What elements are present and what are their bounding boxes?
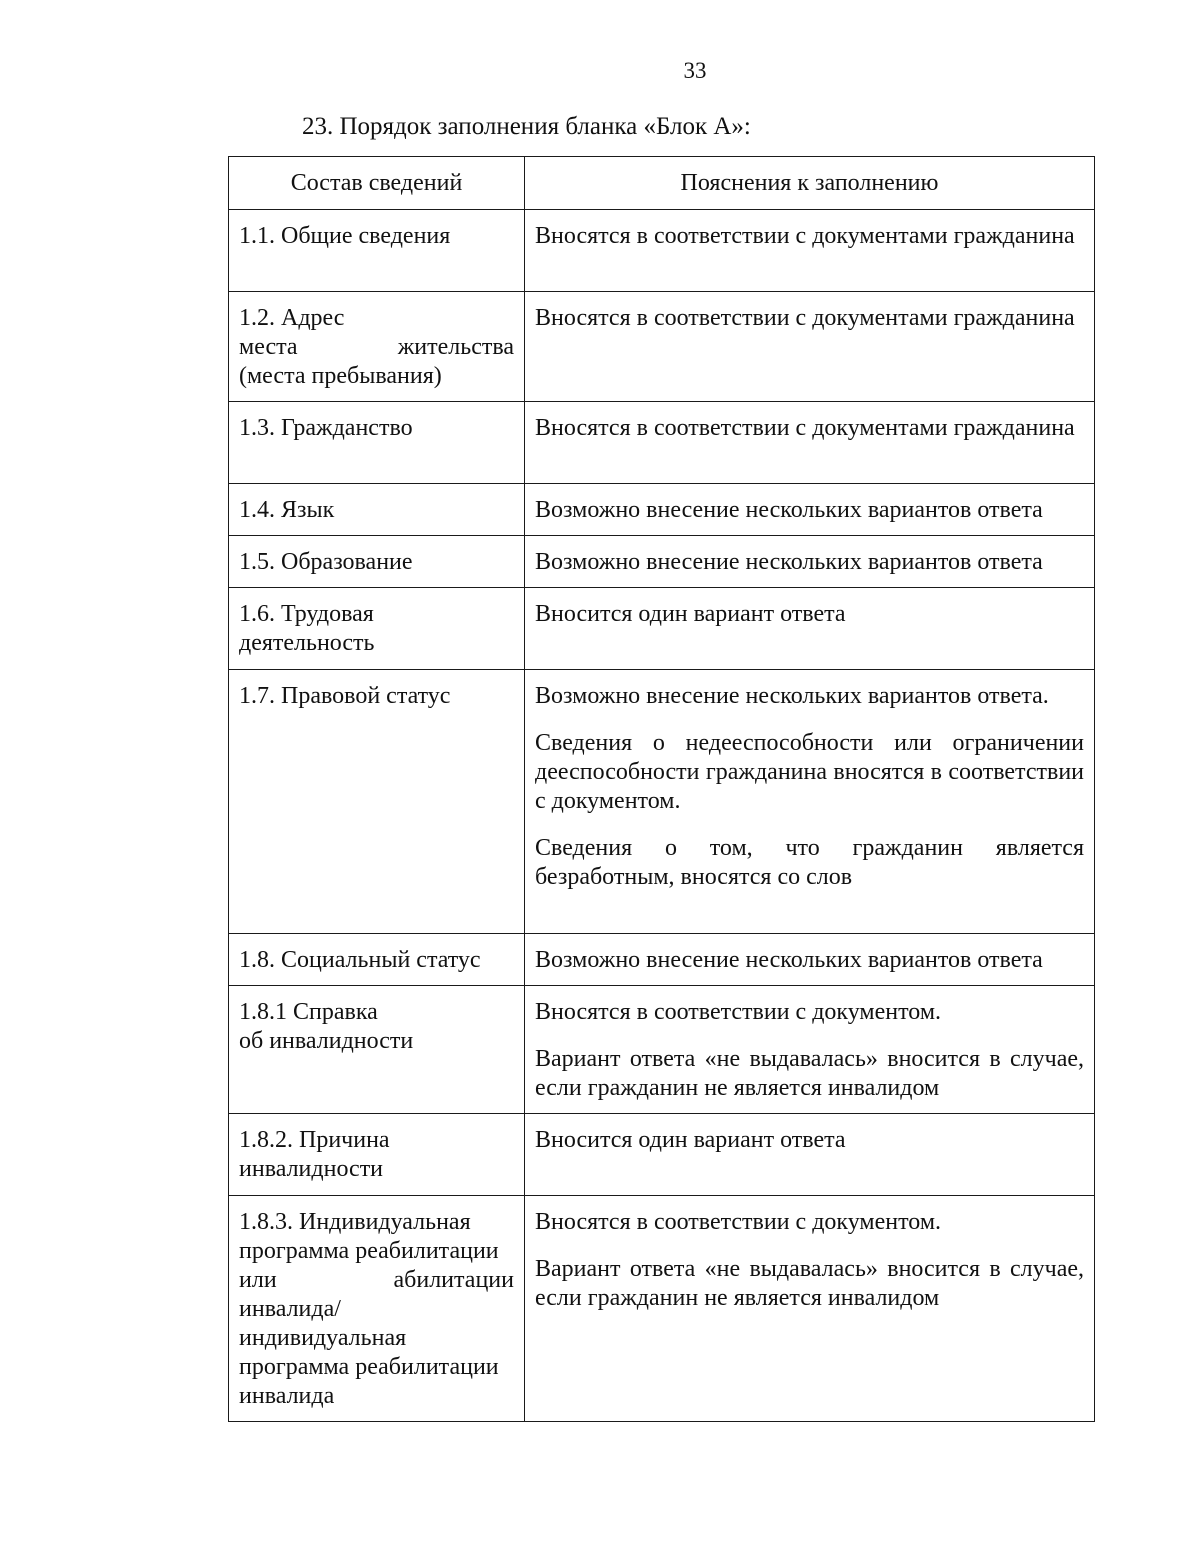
row-name-cell: 1.1. Общие сведения: [229, 210, 525, 292]
row-explanation-cell: [525, 986, 1095, 1114]
row-name-cell: 1.5. Образование: [229, 536, 525, 588]
explanation-paragraph: Сведения о недееспособности или ограничении дееспособности гражданина вносятся в соответствии с документом.: [535, 730, 1084, 814]
table-row: [229, 986, 1095, 1114]
row-explanation-cell: [525, 588, 1095, 670]
explanation-paragraph: Сведения о том, что гражданин является безработным, вносятся со слов: [535, 835, 1084, 890]
row-name-cell: [229, 1114, 525, 1196]
row-explanation-cell: [525, 536, 1095, 588]
table-row: [229, 292, 1095, 402]
row-name-line: 1.2. Адрес: [239, 305, 345, 331]
row-name-line: инвалида: [239, 1383, 335, 1409]
column-header-composition: Состав сведений: [229, 157, 525, 210]
row-name-line: индивидуальная: [239, 1325, 407, 1351]
explanation-paragraph: Вносятся в соответствии с документами гражданина: [535, 415, 1075, 441]
explanation-paragraph: Возможно внесение нескольких вариантов ответа: [535, 549, 1043, 575]
row-name-line: деятельность: [239, 630, 375, 656]
row-name-line: 1.8.2. Причина: [239, 1127, 390, 1153]
explanation-paragraph: Вносятся в соответствии с документом.: [535, 1209, 942, 1235]
row-name-line: 1.8.3. Индивидуальная: [239, 1209, 471, 1235]
table-row: [229, 670, 1095, 934]
row-explanation-cell: [525, 484, 1095, 536]
row-name-cell: 1.3. Гражданство: [229, 402, 525, 484]
section-heading: 23. Порядок заполнения бланка «Блок А»:: [302, 113, 751, 140]
row-name-cell: 1.7. Правовой статус: [229, 670, 525, 934]
table-row: [229, 210, 1095, 292]
row-explanation-cell: [525, 670, 1095, 934]
row-name-line: места жительства: [239, 334, 514, 360]
row-name-cell: [229, 292, 525, 402]
row-name-cell: [229, 1196, 525, 1422]
row-name-line: об инвалидности: [239, 1028, 414, 1054]
row-name-cell: [229, 588, 525, 670]
row-name-line: (места пребывания): [239, 363, 442, 389]
explanation-paragraph: Вариант ответа «не выдавалась» вносится в случае, если гражданин не является инвалидом: [535, 1046, 1084, 1101]
explanation-paragraph: Вносится один вариант ответа: [535, 1127, 846, 1153]
table-row: [229, 1114, 1095, 1196]
page-number: 33: [683, 58, 707, 83]
explanation-paragraph: Возможно внесение нескольких вариантов ответа.: [535, 683, 1049, 709]
row-explanation-cell: [525, 934, 1095, 986]
row-name-cell: 1.8. Социальный статус: [229, 934, 525, 986]
row-explanation-cell: [525, 1114, 1095, 1196]
row-name-line: инвалидности: [239, 1156, 384, 1182]
explanation-paragraph: Вносятся в соответствии с документами гражданина: [535, 223, 1075, 249]
explanation-paragraph: Возможно внесение нескольких вариантов ответа: [535, 947, 1043, 973]
explanation-paragraph: Возможно внесение нескольких вариантов ответа: [535, 497, 1043, 523]
table-row: [229, 934, 1095, 986]
explanation-paragraph: Вносится один вариант ответа: [535, 601, 846, 627]
table-header-row: [229, 157, 1095, 210]
row-explanation-cell: [525, 1196, 1095, 1422]
row-explanation-cell: [525, 210, 1095, 292]
filling-rules-table: [228, 156, 1095, 1422]
column-header-explanations: Пояснения к заполнению: [525, 157, 1095, 210]
row-explanation-cell: [525, 402, 1095, 484]
table-row: [229, 588, 1095, 670]
table-row: [229, 536, 1095, 588]
table-row: [229, 484, 1095, 536]
row-name-line: 1.8.1 Справка: [239, 999, 378, 1025]
row-name-cell: [229, 986, 525, 1114]
row-name-line: или абилитации: [239, 1267, 514, 1293]
explanation-paragraph: Вносятся в соответствии с документами гражданина: [535, 305, 1075, 331]
row-name-line: программа реабилитации: [239, 1238, 499, 1264]
explanation-paragraph: Вариант ответа «не выдавалась» вносится в случае, если гражданин не является инвалидом: [535, 1256, 1084, 1311]
table-row: [229, 402, 1095, 484]
row-name-line: инвалида/: [239, 1296, 341, 1322]
explanation-paragraph: Вносятся в соответствии с документом.: [535, 999, 942, 1025]
row-explanation-cell: [525, 292, 1095, 402]
table-row: [229, 1196, 1095, 1422]
row-name-line: программа реабилитации: [239, 1354, 499, 1380]
row-name-line: 1.6. Трудовая: [239, 601, 374, 627]
row-name-cell: 1.4. Язык: [229, 484, 525, 536]
